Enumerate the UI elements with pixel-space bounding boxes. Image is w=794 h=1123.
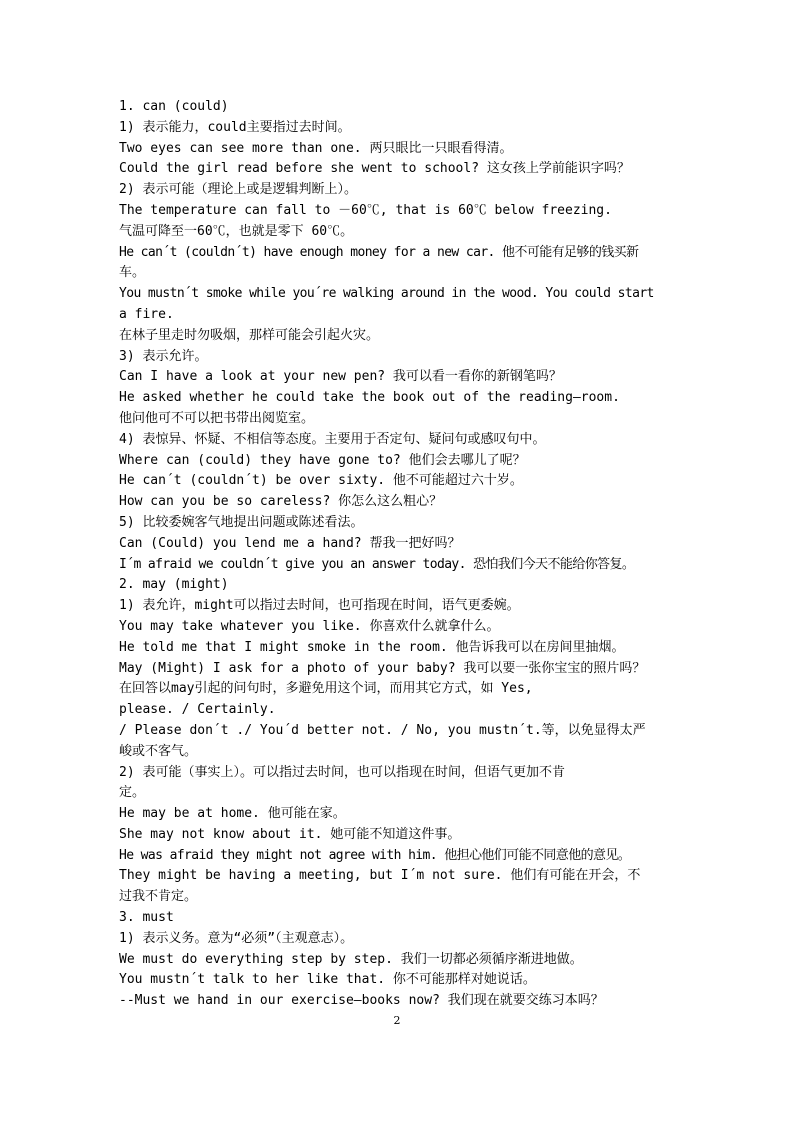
text-line: We must do everything step by step. 我们一切都必须循序渐进地做。: [119, 951, 583, 967]
text-line: How can you be so careless? 你怎么这么粗心？: [119, 494, 443, 510]
text-line: The temperature can fall to －60℃, that is 60℃ below freezing.: [119, 202, 612, 218]
document-body: [119, 97, 694, 1012]
text-line: 在林子里走时勿吸烟，那样可能会引起火灾。: [119, 327, 380, 343]
text-line: You may take whatever you like. 你喜欢什么就拿什么。: [119, 618, 500, 634]
text-line: 3) 表示允许。: [119, 348, 208, 364]
text-line: May (Might) I ask for a photo of your baby? 我可以要一张你宝宝的照片吗？: [119, 660, 646, 676]
text-line: You mustn´t smoke while you´re walking around in the wood. You could start: [119, 286, 654, 302]
text-line: I´m afraid we couldn´t give you an answer today. 恐怕我们今天不能给你答复。: [119, 556, 635, 572]
text-line: 定。: [119, 785, 146, 801]
text-line: 1) 表示能力，could主要指过去时间。: [119, 119, 351, 135]
text-line: --Must we hand in our exercise—books now? 我们现在就要交练习本吗？: [119, 993, 604, 1009]
text-line: 1) 表示义务。意为“必须”（主观意志）。: [119, 930, 354, 946]
text-line: He asked whether he could take the book out of the reading—room.: [119, 390, 620, 406]
text-line: 车。: [119, 265, 146, 281]
text-line: 5) 比较委婉客气地提出问题或陈述看法。: [119, 514, 364, 530]
section-heading-must: 3. must: [119, 910, 174, 926]
text-line: Can I have a look at your new pen? 我可以看一看你的新钢笔吗？: [119, 369, 562, 385]
text-line: 他问他可不可以把书带出阅览室。: [119, 410, 315, 426]
text-line: You mustn´t talk to her like that. 你不可能那样对她说话。: [119, 972, 536, 988]
text-line: 过我不肯定。: [119, 889, 198, 905]
text-line: 2) 表示可能（理论上或是逻辑判断上）。: [119, 182, 357, 198]
text-line: He was afraid they might not agree with him. 他担心他们可能不同意他的意见。: [119, 847, 631, 863]
text-line: a fire.: [119, 306, 174, 322]
text-line: 在回答以may引起的问句时，多避免用这个词，而用其它方式，如 Yes,: [119, 681, 533, 697]
text-line: Two eyes can see more than one. 两只眼比一只眼看得清。: [119, 140, 513, 156]
text-line: 4) 表惊异、怀疑、不相信等态度。主要用于否定句、疑问句或感叹句中。: [119, 431, 546, 447]
text-line: 峻或不客气。: [119, 743, 198, 759]
text-line: 气温可降至一60℃，也就是零下 60℃。: [119, 223, 354, 239]
text-line: She may not know about it. 她可能不知道这件事。: [119, 826, 461, 842]
text-line: He can´t (couldn´t) be over sixty. 他不可能超过六十岁。: [119, 473, 523, 489]
text-line: 2) 表可能（事实上）。可以指过去时间，也可以指现在时间，但语气更加不肯: [119, 764, 565, 780]
text-line: Could the girl read before she went to school? 这女孩上学前能识字吗？: [119, 161, 630, 177]
section-heading-may: 2. may (might): [119, 577, 229, 593]
page-number: 2: [393, 1014, 401, 1027]
text-line: Where can (could) they have gone to? 他们会去哪儿了呢？: [119, 452, 526, 468]
text-line: He may be at home. 他可能在家。: [119, 806, 346, 822]
section-heading-can: 1. can (could): [119, 99, 229, 114]
text-line: He can´t (couldn´t) have enough money for a new car. 他不可能有足够的钱买新: [119, 244, 639, 260]
text-line: Can (Could) you lend me a hand? 帮我一把好吗？: [119, 535, 461, 551]
text-line: He told me that I might smoke in the room. 他告诉我可以在房间里抽烟。: [119, 639, 625, 655]
text-line: They might be having a meeting, but I´m not sure. 他们有可能在开会，不: [119, 868, 641, 884]
text-line: / Please don´t ./ You´d better not. / No, you mustn´t.等，以免显得太严: [119, 722, 646, 738]
text-line: please. / Certainly.: [119, 702, 276, 718]
text-line: 1) 表允许，might可以指过去时间，也可指现在时间，语气更委婉。: [119, 598, 520, 614]
